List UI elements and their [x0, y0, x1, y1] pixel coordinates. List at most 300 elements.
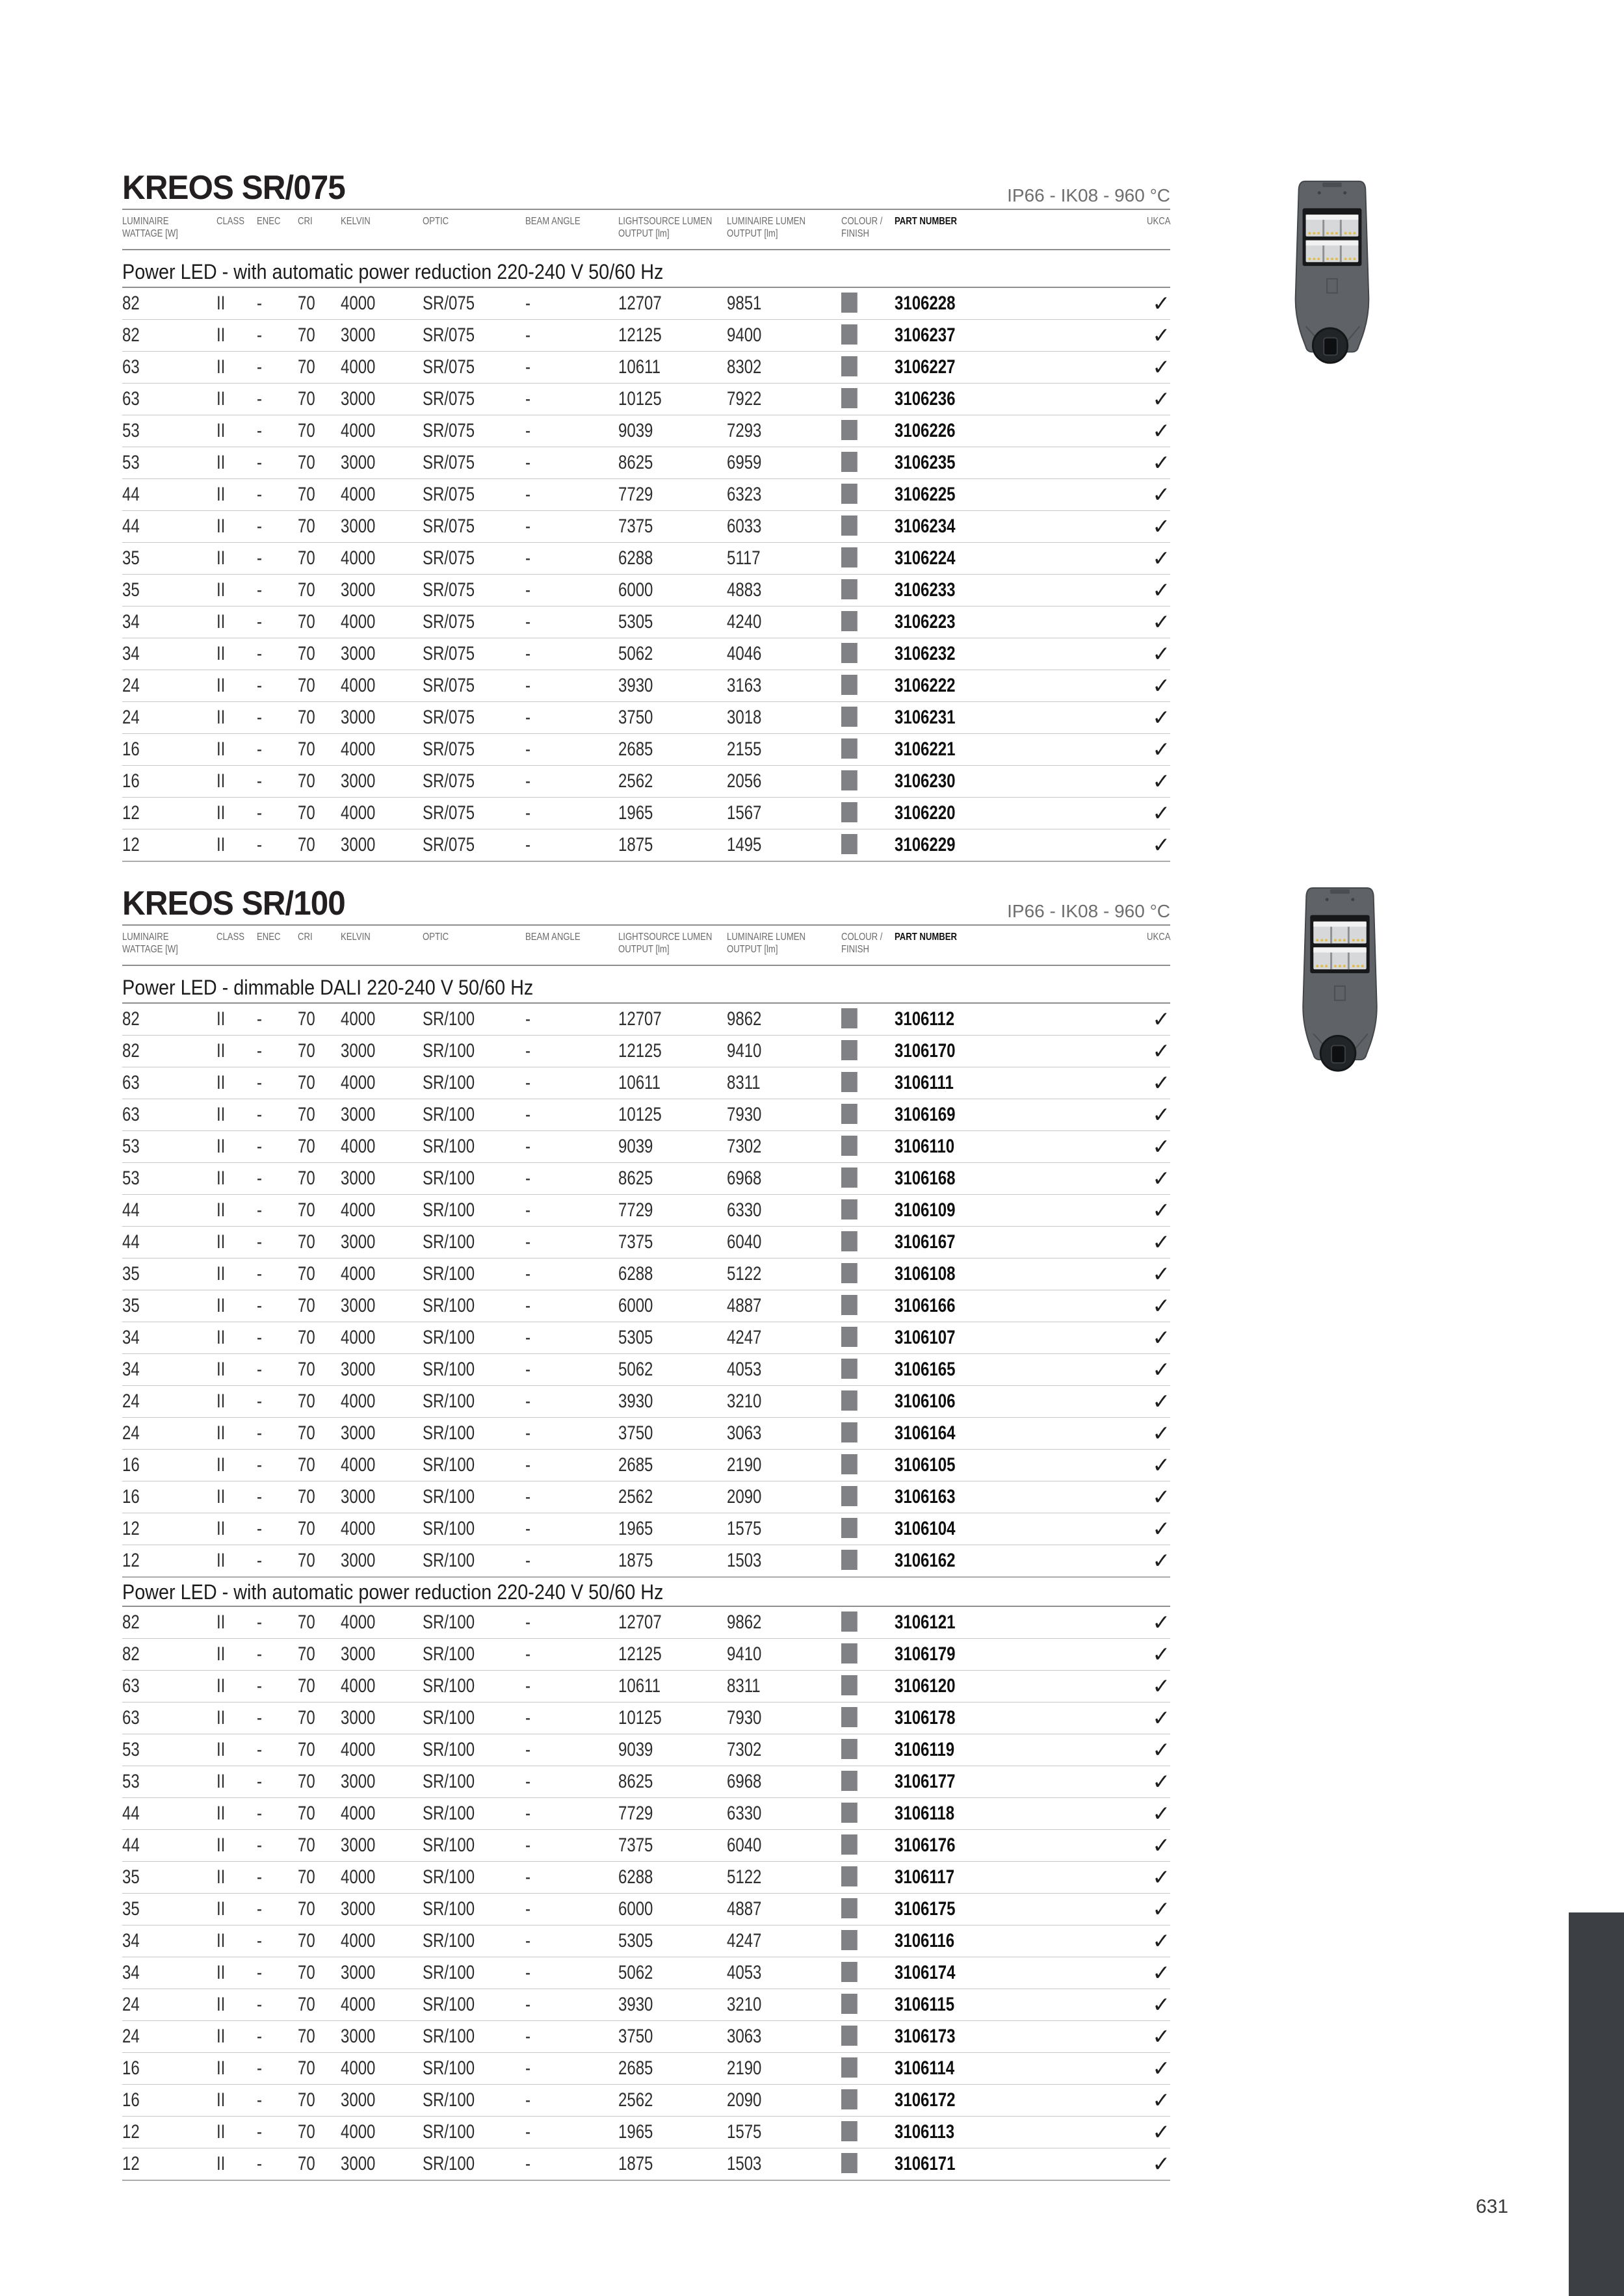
cell-pn: 3106231 — [895, 707, 956, 728]
ukca-checkmark: ✓ — [1152, 1929, 1170, 1953]
cell-kelvin: 4000 — [341, 1008, 376, 1030]
cell-colour — [841, 1957, 858, 1989]
cell-optic: SR/100 — [423, 1072, 475, 1093]
cell-wattage: 82 — [122, 1040, 140, 1062]
colour-finish-swatch — [841, 1675, 858, 1695]
ukca-checkmark: ✓ — [1152, 1071, 1170, 1095]
cell-colour — [841, 320, 858, 351]
cell-cri: 70 — [298, 1707, 315, 1729]
column-header-ls: LIGHTSOURCE LUMEN OUTPUT [lm] — [618, 216, 713, 239]
cell-colour — [841, 2053, 858, 2084]
cell-beam: - — [525, 1707, 530, 1729]
cell-class: II — [216, 1994, 226, 2015]
table-row — [122, 1322, 1170, 1354]
cell-beam: - — [525, 1231, 530, 1253]
cell-colour — [841, 1354, 858, 1385]
cell-enec: - — [257, 1486, 262, 1507]
cell-enec: - — [257, 293, 262, 314]
cell-enec: - — [257, 1994, 262, 2015]
cell-ll: 6968 — [727, 1168, 762, 1189]
cell-ll: 8311 — [727, 1072, 761, 1093]
cell-enec: - — [257, 1739, 262, 1760]
column-header-kelvin: KELVIN — [341, 932, 371, 943]
cell-enec: - — [257, 1359, 262, 1380]
cell-optic: SR/100 — [423, 1675, 475, 1697]
colour-finish-swatch — [841, 1803, 858, 1823]
ukca-checkmark: ✓ — [1152, 769, 1170, 793]
ukca-checkmark: ✓ — [1152, 642, 1170, 666]
colour-finish-swatch — [841, 770, 858, 790]
ukca-checkmark: ✓ — [1152, 1102, 1170, 1127]
cell-class: II — [216, 324, 226, 346]
ukca-checkmark: ✓ — [1152, 1769, 1170, 1794]
cell-wattage: 12 — [122, 1550, 140, 1571]
cell-cri: 70 — [298, 1739, 315, 1760]
cell-kelvin: 4000 — [341, 293, 376, 314]
ukca-checkmark: ✓ — [1152, 673, 1170, 698]
colour-finish-swatch — [841, 293, 858, 313]
cell-kelvin: 3000 — [341, 1422, 376, 1444]
cell-ll: 6040 — [727, 1231, 762, 1253]
cell-colour — [841, 1639, 858, 1670]
cell-kelvin: 4000 — [341, 1263, 376, 1285]
cell-pn: 3106112 — [895, 1008, 955, 1030]
cell-optic: SR/100 — [423, 1866, 475, 1888]
cell-pn: 3106179 — [895, 1643, 956, 1665]
cell-wattage: 16 — [122, 738, 140, 760]
cell-class: II — [216, 770, 226, 792]
cell-beam: - — [525, 1136, 530, 1157]
cell-ll: 4240 — [727, 611, 762, 633]
cell-wattage: 82 — [122, 1643, 140, 1665]
cell-cri: 70 — [298, 1422, 315, 1444]
cell-pn: 3106220 — [895, 802, 956, 824]
cell-ls: 6288 — [618, 1866, 653, 1888]
cell-ll: 4046 — [727, 643, 762, 664]
table-row — [122, 1894, 1170, 1925]
cell-kelvin: 3000 — [341, 2153, 376, 2174]
cell-enec: - — [257, 1643, 262, 1665]
cell-kelvin: 3000 — [341, 1962, 376, 1983]
cell-ls: 6000 — [618, 1898, 653, 1920]
cell-colour — [841, 1989, 858, 2020]
cell-cri: 70 — [298, 2057, 315, 2079]
cell-beam: - — [525, 611, 530, 633]
cell-class: II — [216, 1898, 226, 1920]
colour-finish-swatch — [841, 420, 858, 440]
colour-finish-swatch — [841, 579, 858, 599]
ukca-checkmark: ✓ — [1152, 1325, 1170, 1350]
cell-enec: - — [257, 1104, 262, 1125]
table-row — [122, 1830, 1170, 1862]
table-row — [122, 1545, 1170, 1578]
product-photo-kreos-sr075 — [1284, 177, 1380, 371]
cell-cri: 70 — [298, 1008, 315, 1030]
column-header-ls: LIGHTSOURCE LUMEN OUTPUT [lm] — [618, 932, 713, 955]
cell-pn: 3106117 — [895, 1866, 955, 1888]
colour-finish-swatch — [841, 356, 858, 376]
cell-enec: - — [257, 1834, 262, 1856]
cell-kelvin: 4000 — [341, 1518, 376, 1539]
cell-kelvin: 4000 — [341, 1390, 376, 1412]
cell-ll: 8302 — [727, 356, 762, 378]
ukca-checkmark: ✓ — [1152, 1642, 1170, 1666]
cell-kelvin: 3000 — [341, 1295, 376, 1316]
cell-ls: 10611 — [618, 1072, 661, 1093]
colour-finish-swatch — [841, 1422, 858, 1442]
cell-colour — [841, 543, 858, 574]
cell-beam: - — [525, 1643, 530, 1665]
cell-ls: 7375 — [618, 1834, 653, 1856]
cell-kelvin: 4000 — [341, 1454, 376, 1476]
cell-wattage: 44 — [122, 515, 140, 537]
cell-wattage: 34 — [122, 1962, 140, 1983]
table-row — [122, 1671, 1170, 1702]
cell-beam: - — [525, 1834, 530, 1856]
table-row — [122, 670, 1170, 702]
cell-wattage: 16 — [122, 1486, 140, 1507]
cell-ll: 1575 — [727, 1518, 762, 1539]
cell-ls: 7375 — [618, 515, 653, 537]
cell-kelvin: 4000 — [341, 1994, 376, 2015]
cell-ls: 3930 — [618, 675, 653, 696]
cell-ll: 5117 — [727, 547, 761, 569]
cell-class: II — [216, 1486, 226, 1507]
cell-ll: 3163 — [727, 675, 762, 696]
cell-enec: - — [257, 1803, 262, 1824]
colour-finish-swatch — [841, 2026, 858, 2046]
cell-kelvin: 4000 — [341, 420, 376, 441]
table-row — [122, 766, 1170, 798]
cell-cri: 70 — [298, 707, 315, 728]
cell-optic: SR/075 — [423, 547, 475, 569]
cell-ll: 3063 — [727, 1422, 762, 1444]
cell-beam: - — [525, 1486, 530, 1507]
cell-pn: 3106222 — [895, 675, 956, 696]
cell-colour — [841, 1450, 858, 1481]
cell-ll: 3210 — [727, 1994, 762, 2015]
colour-finish-swatch — [841, 1104, 858, 1124]
cell-beam: - — [525, 515, 530, 537]
cell-cri: 70 — [298, 1771, 315, 1792]
cell-kelvin: 3000 — [341, 1040, 376, 1062]
cell-ls: 2685 — [618, 2057, 653, 2079]
cell-pn: 3106169 — [895, 1104, 956, 1125]
cell-cri: 70 — [298, 1454, 315, 1476]
cell-wattage: 16 — [122, 2057, 140, 2079]
cell-enec: - — [257, 1611, 262, 1633]
cell-wattage: 44 — [122, 1803, 140, 1824]
cell-ls: 12707 — [618, 1611, 662, 1633]
cell-class: II — [216, 834, 226, 855]
ukca-checkmark: ✓ — [1152, 1897, 1170, 1921]
cell-colour — [841, 1766, 858, 1797]
cell-optic: SR/075 — [423, 452, 475, 473]
cell-ll: 1503 — [727, 1550, 762, 1571]
cell-cri: 70 — [298, 2026, 315, 2047]
cell-kelvin: 3000 — [341, 452, 376, 473]
table-row — [122, 1766, 1170, 1798]
table-row — [122, 2053, 1170, 2085]
cell-beam: - — [525, 388, 530, 410]
cell-kelvin: 4000 — [341, 738, 376, 760]
ukca-checkmark: ✓ — [1152, 801, 1170, 825]
cell-ll: 7930 — [727, 1104, 762, 1125]
cell-class: II — [216, 547, 226, 569]
cell-wattage: 12 — [122, 834, 140, 855]
cell-ls: 6000 — [618, 1295, 653, 1316]
cell-class: II — [216, 1136, 226, 1157]
table-row — [122, 1067, 1170, 1099]
cell-colour — [841, 1004, 858, 1035]
cell-colour — [841, 1067, 858, 1099]
cell-enec: - — [257, 1675, 262, 1697]
cell-optic: SR/100 — [423, 1771, 475, 1792]
cell-wattage: 35 — [122, 1263, 140, 1285]
cell-cri: 70 — [298, 1898, 315, 1920]
cell-ls: 5305 — [618, 1327, 653, 1348]
cell-ls: 7729 — [618, 484, 653, 505]
cell-beam: - — [525, 324, 530, 346]
cell-pn: 3106114 — [895, 2057, 955, 2079]
ukca-checkmark: ✓ — [1152, 450, 1170, 475]
cell-beam: - — [525, 420, 530, 441]
cell-cri: 70 — [298, 1199, 315, 1221]
cell-enec: - — [257, 547, 262, 569]
column-header-class: CLASS — [216, 932, 245, 943]
cell-optic: SR/100 — [423, 2121, 475, 2143]
page-number: 631 — [1475, 2196, 1509, 2217]
cell-beam: - — [525, 2026, 530, 2047]
cell-optic: SR/100 — [423, 1834, 475, 1856]
table-row — [122, 1163, 1170, 1195]
cell-enec: - — [257, 324, 262, 346]
cell-pn: 3106104 — [895, 1518, 956, 1539]
cell-ll: 5122 — [727, 1866, 762, 1888]
cell-ll: 7293 — [727, 420, 762, 441]
ukca-checkmark: ✓ — [1152, 2152, 1170, 2176]
cell-beam: - — [525, 1199, 530, 1221]
cell-beam: - — [525, 738, 530, 760]
column-header-class: CLASS — [216, 216, 245, 227]
cell-ll: 3018 — [727, 707, 762, 728]
colour-finish-swatch — [841, 1643, 858, 1663]
cell-ll: 6330 — [727, 1803, 762, 1824]
ukca-checkmark: ✓ — [1152, 514, 1170, 538]
cell-beam: - — [525, 2089, 530, 2111]
cell-optic: SR/100 — [423, 1168, 475, 1189]
cell-optic: SR/075 — [423, 611, 475, 633]
cell-ls: 10611 — [618, 356, 661, 378]
cell-enec: - — [257, 2026, 262, 2047]
cell-ls: 2685 — [618, 1454, 653, 1476]
cell-enec: - — [257, 1930, 262, 1951]
cell-ls: 10611 — [618, 1675, 661, 1697]
table-group-subtitle: Power LED - with automatic power reduction 220-240 V 50/60 Hz — [122, 1580, 664, 1604]
cell-pn: 3106233 — [895, 579, 956, 601]
cell-ls: 1875 — [618, 2153, 653, 2174]
cell-kelvin: 4000 — [341, 802, 376, 824]
cell-pn: 3106121 — [895, 1611, 956, 1633]
cell-colour — [841, 1925, 858, 1957]
cell-enec: - — [257, 484, 262, 505]
column-header-optic: OPTIC — [423, 932, 449, 943]
cell-colour — [841, 2021, 858, 2052]
cell-wattage: 53 — [122, 1168, 140, 1189]
cell-ll: 4053 — [727, 1359, 762, 1380]
colour-finish-swatch — [841, 802, 858, 822]
table-row — [122, 1702, 1170, 1734]
cell-ls: 2562 — [618, 1486, 653, 1507]
cell-cri: 70 — [298, 2153, 315, 2174]
cell-class: II — [216, 1550, 226, 1571]
cell-colour — [841, 734, 858, 765]
cell-cri: 70 — [298, 452, 315, 473]
table-body — [122, 1606, 1170, 2181]
cell-kelvin: 3000 — [341, 1486, 376, 1507]
cell-ll: 9410 — [727, 1040, 762, 1062]
cell-cri: 70 — [298, 1072, 315, 1093]
cell-wattage: 24 — [122, 707, 140, 728]
cell-pn: 3106119 — [895, 1739, 955, 1760]
cell-wattage: 35 — [122, 579, 140, 601]
ukca-checkmark: ✓ — [1152, 1007, 1170, 1031]
cell-ls: 3750 — [618, 2026, 653, 2047]
cell-colour — [841, 447, 858, 478]
cell-wattage: 82 — [122, 1611, 140, 1633]
cell-kelvin: 3000 — [341, 2026, 376, 2047]
cell-beam: - — [525, 1327, 530, 1348]
cell-enec: - — [257, 1518, 262, 1539]
cell-cri: 70 — [298, 420, 315, 441]
cell-beam: - — [525, 1008, 530, 1030]
cell-optic: SR/075 — [423, 738, 475, 760]
table-body — [122, 287, 1170, 862]
cell-kelvin: 3000 — [341, 2089, 376, 2111]
cell-kelvin: 3000 — [341, 515, 376, 537]
cell-cri: 70 — [298, 1803, 315, 1824]
column-header-enec: ENEC — [257, 216, 281, 227]
cell-wattage: 34 — [122, 1327, 140, 1348]
cell-optic: SR/100 — [423, 1611, 475, 1633]
table-row — [122, 638, 1170, 670]
table-row — [122, 1386, 1170, 1418]
cell-colour — [841, 1702, 858, 1734]
cell-cri: 70 — [298, 1518, 315, 1539]
cell-pn: 3106106 — [895, 1390, 956, 1412]
cell-class: II — [216, 2089, 226, 2111]
cell-colour — [841, 384, 858, 415]
cell-cri: 70 — [298, 388, 315, 410]
cell-colour — [841, 1481, 858, 1513]
cell-colour — [841, 511, 858, 542]
cell-optic: SR/100 — [423, 1359, 475, 1380]
column-header-cri: CRI — [298, 932, 313, 943]
colour-finish-swatch — [841, 452, 858, 472]
cell-class: II — [216, 738, 226, 760]
table-column-headers — [122, 930, 1170, 963]
cell-optic: SR/100 — [423, 2153, 475, 2174]
ukca-checkmark: ✓ — [1152, 1706, 1170, 1730]
colour-finish-swatch — [841, 484, 858, 504]
cell-optic: SR/075 — [423, 643, 475, 664]
cell-ls: 9039 — [618, 420, 653, 441]
cell-cri: 70 — [298, 1295, 315, 1316]
cell-enec: - — [257, 675, 262, 696]
ukca-checkmark: ✓ — [1152, 737, 1170, 761]
cell-beam: - — [525, 1104, 530, 1125]
ukca-checkmark: ✓ — [1152, 1517, 1170, 1541]
colour-finish-swatch — [841, 1739, 858, 1759]
cell-kelvin: 3000 — [341, 1834, 376, 1856]
cell-cri: 70 — [298, 1327, 315, 1348]
cell-class: II — [216, 1199, 226, 1221]
ukca-checkmark: ✓ — [1152, 1610, 1170, 1634]
cell-optic: SR/100 — [423, 1643, 475, 1665]
cell-class: II — [216, 1422, 226, 1444]
cell-class: II — [216, 1962, 226, 1983]
cell-kelvin: 4000 — [341, 1930, 376, 1951]
cell-enec: - — [257, 515, 262, 537]
cell-beam: - — [525, 1550, 530, 1571]
cell-colour — [841, 1099, 858, 1130]
cell-pn: 3106174 — [895, 1962, 956, 1983]
column-header-ukca: UKCA — [1146, 932, 1170, 943]
cell-pn: 3106176 — [895, 1834, 956, 1856]
cell-ls: 1965 — [618, 1518, 653, 1539]
table-row — [122, 2085, 1170, 2117]
cell-ls: 6288 — [618, 1263, 653, 1285]
cell-beam: - — [525, 2121, 530, 2143]
ukca-checkmark: ✓ — [1152, 323, 1170, 347]
cell-optic: SR/075 — [423, 770, 475, 792]
ukca-checkmark: ✓ — [1152, 1548, 1170, 1572]
table-row — [122, 1513, 1170, 1545]
cell-pn: 3106221 — [895, 738, 956, 760]
cell-ls: 7729 — [618, 1803, 653, 1824]
cell-class: II — [216, 420, 226, 441]
cell-class: II — [216, 1327, 226, 1348]
cell-kelvin: 4000 — [341, 1739, 376, 1760]
table-row — [122, 1607, 1170, 1639]
cell-colour — [841, 2117, 858, 2148]
ukca-checkmark: ✓ — [1152, 355, 1170, 379]
ukca-checkmark: ✓ — [1152, 833, 1170, 857]
cell-ll: 3210 — [727, 1390, 762, 1412]
table-row — [122, 1957, 1170, 1989]
cell-colour — [841, 1227, 858, 1258]
cell-ll: 4247 — [727, 1327, 762, 1348]
cell-kelvin: 3000 — [341, 1643, 376, 1665]
cell-ll: 4887 — [727, 1295, 762, 1316]
cell-ll: 6330 — [727, 1199, 762, 1221]
cell-beam: - — [525, 1295, 530, 1316]
cell-ls: 9039 — [618, 1136, 653, 1157]
colour-finish-swatch — [841, 675, 858, 695]
cell-kelvin: 4000 — [341, 1866, 376, 1888]
ukca-checkmark: ✓ — [1152, 1230, 1170, 1254]
cell-ll: 2190 — [727, 2057, 762, 2079]
cell-enec: - — [257, 834, 262, 855]
ukca-checkmark: ✓ — [1152, 482, 1170, 506]
cell-kelvin: 4000 — [341, 1675, 376, 1697]
table-row — [122, 1925, 1170, 1957]
divider — [122, 249, 1170, 250]
cell-optic: SR/100 — [423, 1962, 475, 1983]
cell-optic: SR/100 — [423, 1136, 475, 1157]
cell-ls: 12125 — [618, 1040, 662, 1062]
cell-optic: SR/100 — [423, 1898, 475, 1920]
